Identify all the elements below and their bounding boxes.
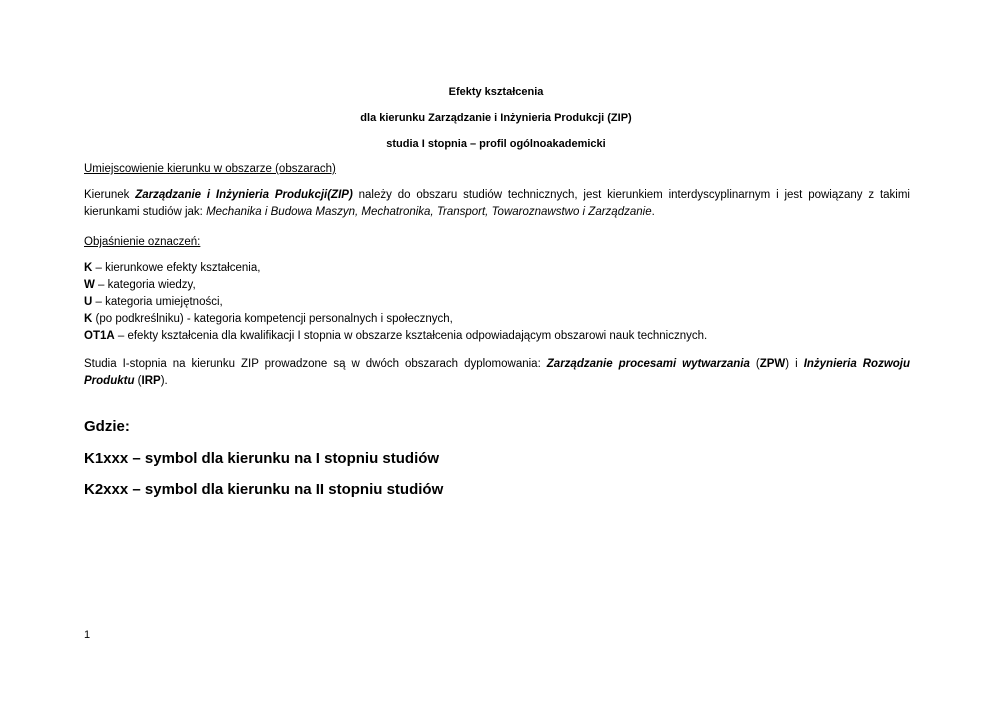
legend-heading: Objaśnienie oznaczeń: [84, 236, 201, 248]
symbol-k2: K2xxx – symbol dla kierunku na II stopniu studiów [84, 481, 444, 498]
doc-title: Efekty kształcenia [448, 86, 544, 98]
studia-text-3: ) i [785, 358, 804, 370]
legend-symbol: K [84, 313, 93, 325]
legend-text: – kategoria wiedzy, [94, 279, 196, 291]
abbr-irp: IRP [141, 375, 161, 387]
legend-item [84, 294, 910, 311]
studia-text-1: Studia I-stopnia na kierunku ZIP prowadzone są w dwóch obszarach dyplomowania: [84, 358, 547, 370]
location-paragraph [84, 187, 910, 221]
page-number: 1 [84, 629, 91, 641]
location-heading: Umiejscowienie kierunku w obszarze (obszarach) [84, 163, 336, 175]
gdzie-heading: Gdzie: [84, 418, 130, 435]
studia-paragraph [84, 356, 910, 390]
studia-text-5: ). [160, 375, 168, 387]
legend-text: – efekty kształcenia dla kwalifikacji I stopnia w obszarze kształcenia odpowiadającym obszarowi nauk technicznych. [114, 330, 708, 342]
symbol-k1: K1xxx – symbol dla kierunku na I stopniu studiów [84, 450, 440, 467]
legend-item [84, 260, 910, 277]
location-text-start: Kierunek [84, 189, 136, 201]
legend-text: (po podkreślniku) - kategoria kompetencji personalnych i społecznych, [92, 313, 453, 325]
specialization-zpw: Zarządzanie procesami wytwarzania [546, 358, 750, 370]
location-text-mid: należy do obszaru studiów technicznych, jest kierunkiem interdyscyplinarnym i jest powiązany z takimi kierunkami studiów jak: [84, 189, 910, 218]
related-programs: Mechanika i Budowa Maszyn, Mechatronika, Transport, Towaroznawstwo i Zarządzanie [206, 206, 652, 218]
studia-text-4: ( [134, 375, 142, 387]
doc-profile: studia I stopnia – profil ogólnoakademicki [386, 138, 606, 150]
legend-symbol: K [84, 262, 93, 274]
legend-text: – kierunkowe efekty kształcenia, [92, 262, 261, 274]
specialization-irp: Inżynieria Rozwoju Produktu [84, 358, 911, 387]
legend-symbol: W [84, 279, 95, 291]
location-text-end: . [651, 206, 655, 218]
legend-symbol: OT1A [84, 330, 115, 342]
legend-text: – kategoria umiejętności, [92, 296, 223, 308]
legend-symbol: U [84, 296, 93, 308]
program-name: Zarządzanie i Inżynieria Produkcji(ZIP) [135, 189, 353, 201]
studia-text-2: ( [749, 358, 760, 370]
legend-item [84, 328, 910, 345]
abbr-zpw: ZPW [759, 358, 786, 370]
legend-item [84, 277, 910, 294]
legend-list [84, 260, 910, 345]
doc-subtitle: dla kierunku Zarządzanie i Inżynieria Produkcji (ZIP) [360, 112, 632, 124]
legend-item [84, 311, 910, 328]
